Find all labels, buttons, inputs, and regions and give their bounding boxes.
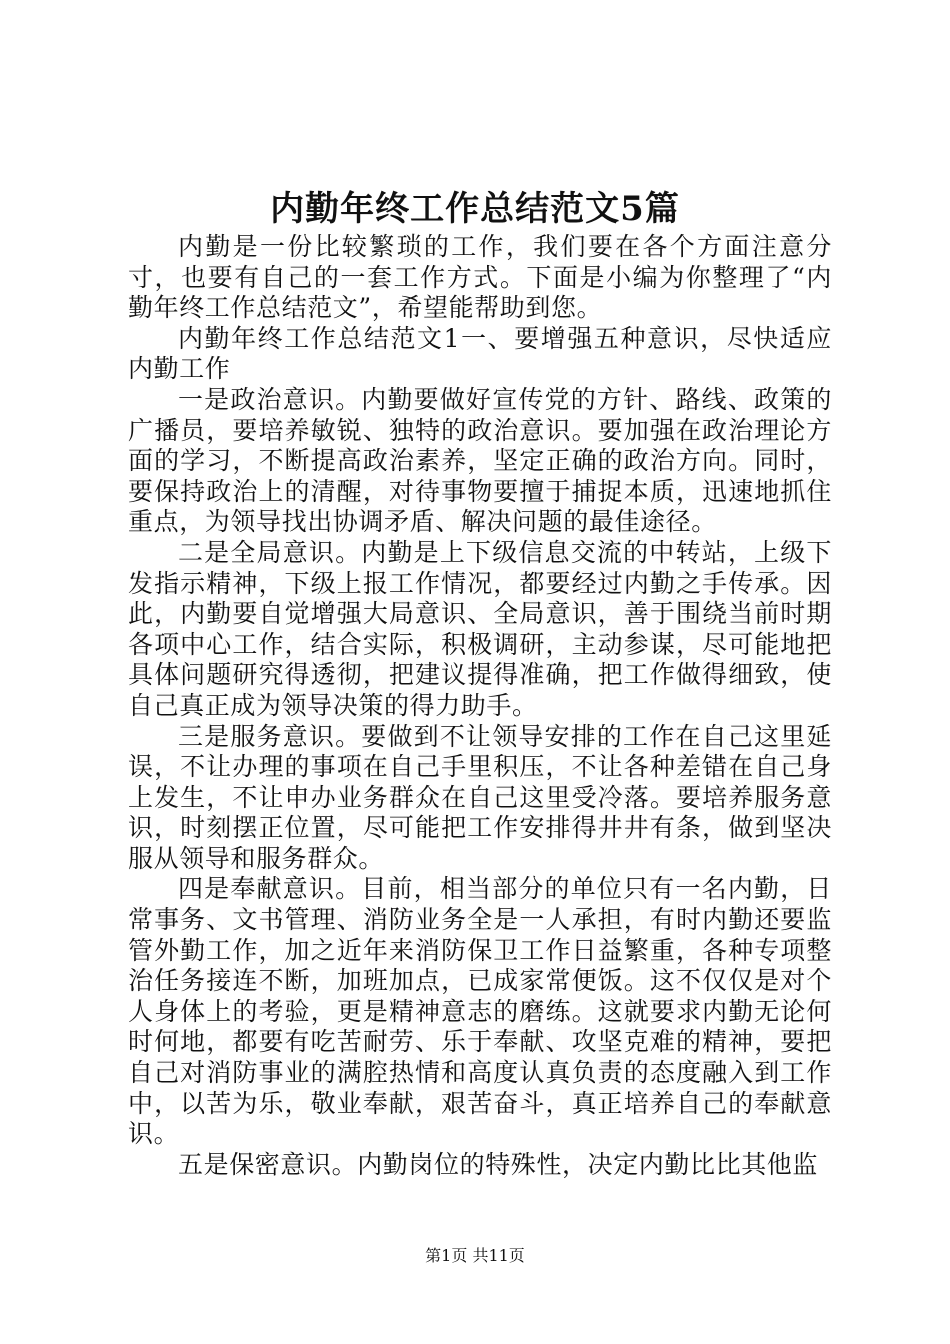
paragraph-heading-1: 内勤年终工作总结范文1一、要增强五种意识，尽快适应内勤工作 [128,323,832,384]
paragraph-political: 一是政治意识。内勤要做好宣传党的方针、路线、政策的广播员，要培养敏锐、独特的政治意识。要加强在政治理论方面的学习，不断提高政治素养，坚定正确的政治方向。同时，要保持政治上的清醒，对待事物要擅于捕捉本质，迅速地抓住重点，为领导找出协调矛盾、解决问题的最佳途径。 [128,384,832,537]
paragraph-service: 三是服务意识。要做到不让领导安排的工作在自己这里延误，不让办理的事项在自己手里积压，不让各种差错在自己身上发生，不让申办业务群众在自己这里受冷落。要培养服务意识，时刻摆正位置，尽可能把工作安排得井井有条，做到坚决服从领导和服务群众。 [128,721,832,873]
paragraph-secrecy: 五是保密意识。内勤岗位的特殊性，决定内勤比比其他监 [178,1149,819,1179]
paragraph-intro: 内勤是一份比较繁琐的工作，我们要在各个方面注意分寸，也要有自己的一套工作方式。下面是小编为你整理了“内勤年终工作总结范文”，希望能帮助到您。 [128,232,832,323]
document-title: 内勤年终工作总结范文5篇 [270,189,680,229]
paragraph-overall: 二是全局意识。内勤是上下级信息交流的中转站，上级下发指示精神，下级上报工作情况，都要经过内勤之手传承。因此，内勤要自觉增强大局意识、全局意识，善于围绕当前时期各项中心工作，结合实际，积极调研，主动参谋，尽可能地把具体问题研究得透彻，把建议提得准确，把工作做得细致，使自己真正成为领导决策的得力助手。 [128,537,832,720]
page-number: 第1页 共11页 [425,1246,525,1265]
paragraph-dedication: 四是奉献意识。目前，相当部分的单位只有一名内勤，日常事务、文书管理、消防业务全是一人承担，有时内勤还要监管外勤工作，加之近年来消防保卫工作日益繁重，各种专项整治任务接连不断，加班加点，已成家常便饭。这不仅仅是对个人身体上的考验，更是精神意志的磨练。这就要求内勤无论何时何地，都要有吃苦耐劳、乐于奉献、攻坚克难的精神，要把自己对消防事业的满腔热情和高度认真负责的态度融入到工作中，以苦为乐，敬业奉献，艰苦奋斗，真正培养自己的奉献意识。 [128,874,832,1149]
document-body [128,232,832,1180]
